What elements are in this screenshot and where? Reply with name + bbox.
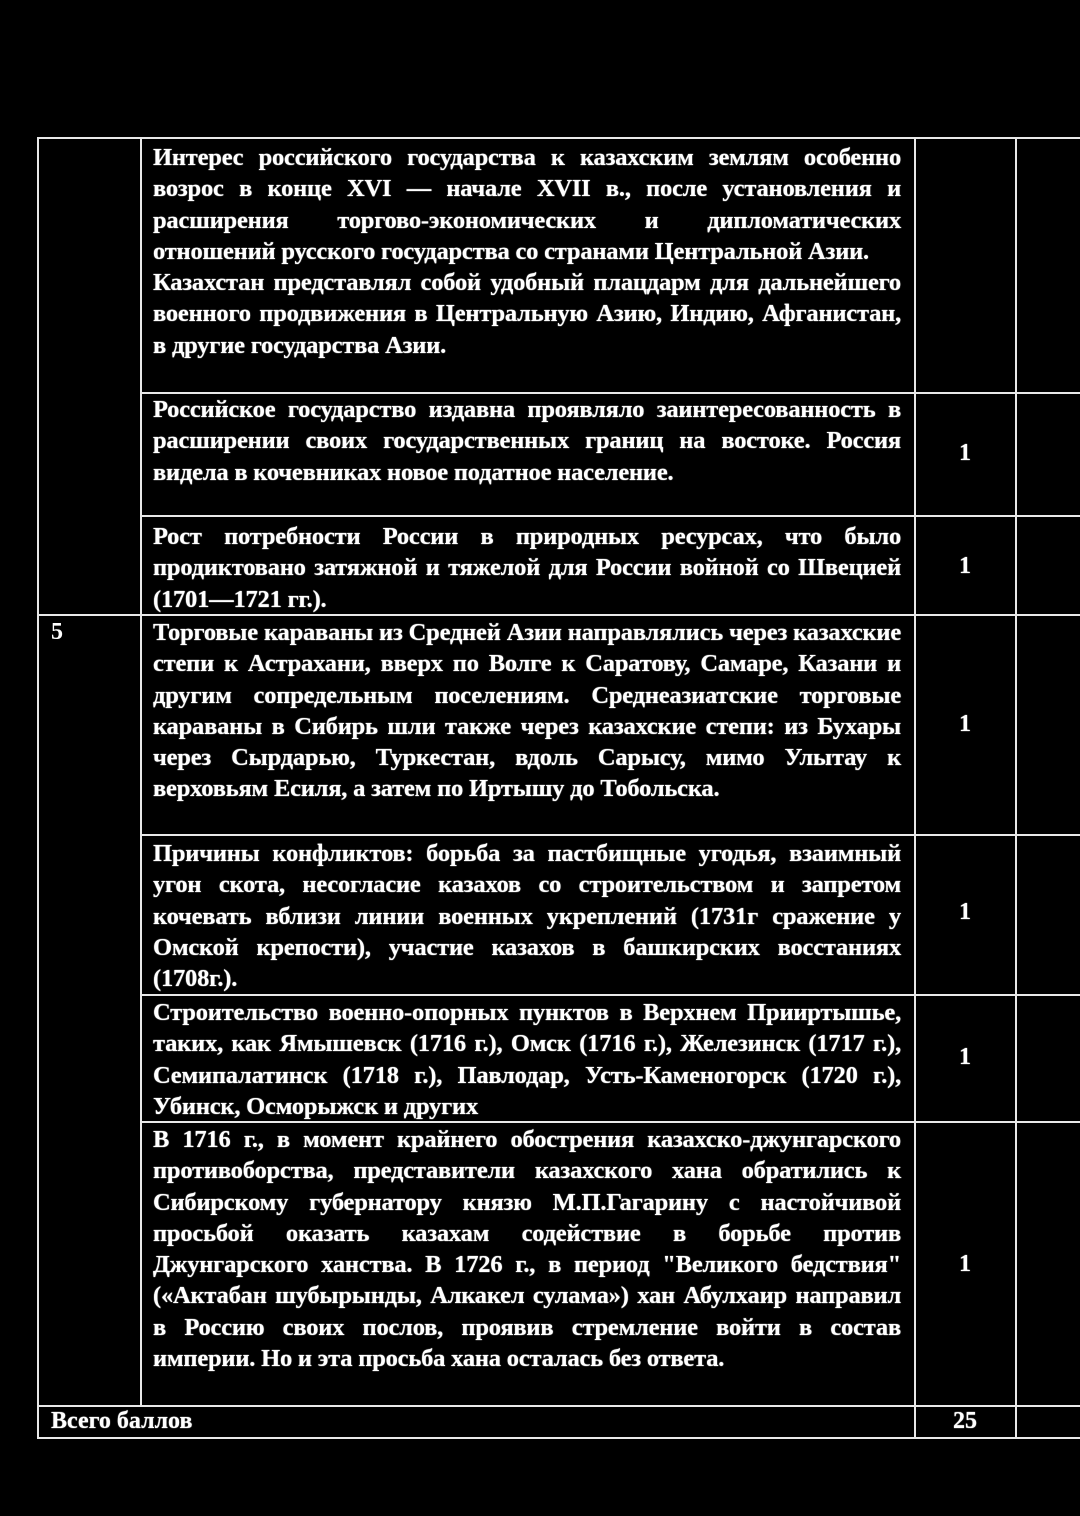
total-score: 25 bbox=[953, 1408, 977, 1434]
answer-cell bbox=[153, 838, 901, 994]
table-border-bottom bbox=[37, 1437, 1080, 1439]
answer-cell bbox=[153, 521, 901, 615]
answer-paragraph: Торговые караваны из Средней Азии направлялись через казахские степи к Астрахани, вверх по Волге к Саратову, Самаре, Казани и другим сопредельным поселениям. Среднеазиатские торговые караваны в Сибирь шли также через казахские степи: из Бухары через Сырдарью, Туркестан, вдоль Сарысу, мимо Улытау к верховьям Есиля, а затем по Иртышу до Тобольска. bbox=[153, 619, 901, 803]
answer-cell bbox=[153, 142, 901, 361]
column-divider bbox=[1015, 137, 1017, 1439]
task-number: 5 bbox=[51, 619, 63, 645]
row-divider bbox=[140, 834, 1080, 836]
column-divider bbox=[140, 137, 142, 1407]
answer-paragraph: Причины конфликтов: борьба за пастбищные угодья, взаимный угон скота, несогласие казахов со строительством и запретом кочевать вблизи линии военных укреплений (1731г сражение у Омской крепости), участие казахов в башкирских восстаниях (1708г.). bbox=[153, 840, 901, 993]
answer-paragraph: Рост потребности России в природных ресурсах, что было продиктовано затяжной и тяжелой для России войной со Швецией (1701—1721 гг.). bbox=[153, 523, 901, 613]
row-divider bbox=[140, 515, 1080, 517]
score-value: 1 bbox=[959, 440, 971, 466]
answer-paragraph: Интерес российского государства к казахским землям особенно возрос в конце XVI — начале XVII в., после установления и расширения торгово-экономических и дипломатических отношений русского государства со странами Центральной Азии. bbox=[153, 144, 901, 265]
table-border-top bbox=[37, 137, 1080, 139]
row-divider bbox=[37, 1405, 1080, 1407]
score-value: 1 bbox=[959, 899, 971, 925]
score-value: 1 bbox=[959, 1251, 971, 1277]
answer-paragraph: Строительство военно-опорных пунктов в Верхнем Прииртышье, таких, как Ямышевск (1716 г.), Омск (1716 г.), Железинск (1717 г.), Семипалатинск (1718 г.), Павлодар, Усть-Каменогорск (1720 г.), Убинск, Осморыжск и других bbox=[153, 999, 901, 1120]
total-label: Всего баллов bbox=[51, 1408, 193, 1434]
score-value: 1 bbox=[959, 711, 971, 737]
answer-paragraph: В 1716 г., в момент крайнего обострения казахско-джунгарского противоборства, представители казахского хана обратились к Сибирскому губернатору князю М.П.Гагарину с настойчивой просьбой оказать казахам содействие в борьбе против Джунгарского ханства. В 1726 г., в период "Великого бедствия" («Актабан шубырынды, Алкакел сулама») хан Абулхаир направил в Россию своих послов, проявив стремление войти в состав империи. Но и эта просьба хана осталась без ответа. bbox=[153, 1126, 901, 1373]
score-value: 1 bbox=[959, 1044, 971, 1070]
answer-paragraph: Казахстан представлял собой удобный плацдарм для дальнейшего военного продвижения в Центральную Азию, Индию, Афганистан, в другие государства Азии. bbox=[153, 269, 901, 359]
answer-cell bbox=[153, 997, 901, 1122]
score-value: 1 bbox=[959, 553, 971, 579]
answer-paragraph: Российское государство издавна проявляло заинтересованность в расширении своих государственных границ на востоке. Россия видела в кочевниках новое податное население. bbox=[153, 396, 901, 486]
column-divider bbox=[914, 137, 916, 1439]
answer-cell bbox=[153, 617, 901, 805]
table-border-left bbox=[37, 137, 39, 1439]
answer-cell bbox=[153, 394, 901, 488]
answer-cell bbox=[153, 1124, 901, 1374]
